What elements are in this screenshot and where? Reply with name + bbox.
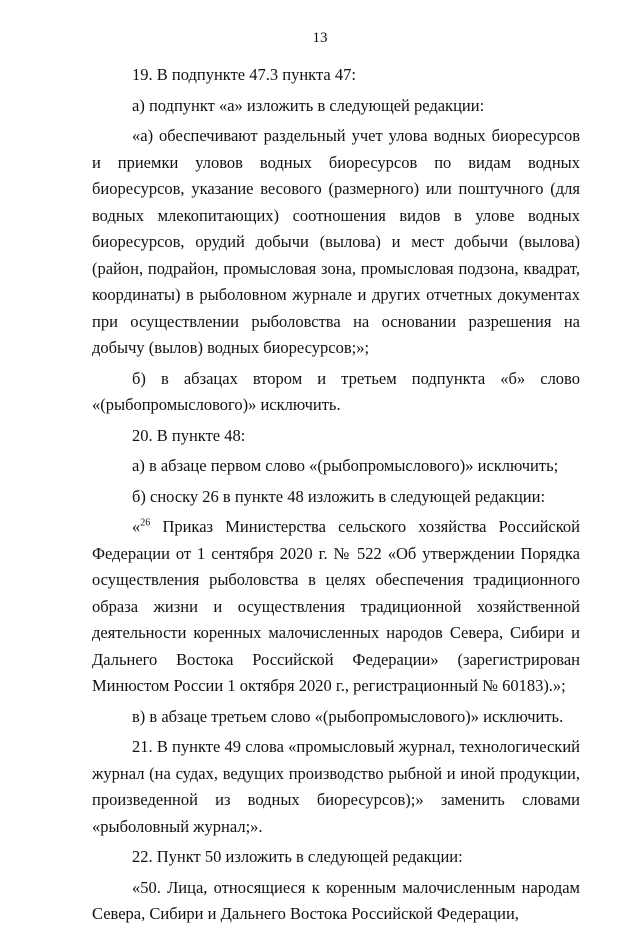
paragraph-item-19: 19. В подпункте 47.3 пункта 47: xyxy=(132,65,356,84)
document-body xyxy=(92,62,580,928)
footnote-text: Приказ Министерства сельского хозяйства Российской Федерации от 1 сентября 2020 г. № 522 «Об утверждении Порядка осуществления рыболовства в целях обеспечения традиционного образа жизни и осуществления традиционной хозяйственной деятельности коренных малочисленных народов Севера, Сибири и Дальнего Востока Российской Федерации» (зарегистрирован Минюстом России 1 октября 2020 г., регистрационный № 60183).»; xyxy=(92,517,580,695)
paragraph-item-21: 21. В пункте 49 слова «промысловый журнал, технологический журнал (на судах, ведущих производство рыбной и иной продукции, произведенной из водных биоресурсов);» заменить словами «рыболовный журнал;». xyxy=(92,737,580,836)
paragraph-item-20: 20. В пункте 48: xyxy=(132,425,246,445)
footnote-open-quote: « xyxy=(132,517,141,536)
paragraph-footnote-26 xyxy=(92,514,580,700)
paragraph-subitem-a: а) подпункт «а» изложить в следующей редакции: xyxy=(132,95,485,115)
paragraph-quote-a: «а) обеспечивают раздельный учет улова водных биоресурсов и приемки уловов водных биоресурсов по видам водных биоресурсов, указание весового (размерного) или поштучного (для водных млекопитающих) соотношения видов в улове водных биоресурсов, орудий добычи (вылова) и мест добычи (вылова) (район, подрайон, промысловая зона, промысловая подзона, квадрат, координаты) в рыболовном журнале и других отчетных документах при осуществлении рыболовства на основании разрешения на добычу (вылов) водных биоресурсов;»; xyxy=(92,126,580,357)
paragraph-20-a: а) в абзаце первом слово «(рыбопромыслового)» исключить; xyxy=(132,456,559,475)
paragraph-20-b: б) сноску 26 в пункте 48 изложить в следующей редакции: xyxy=(132,486,546,506)
footnote-marker: 26 xyxy=(140,517,151,529)
paragraph-item-22: 22. Пункт 50 изложить в следующей редакции: xyxy=(132,847,463,866)
page-number: 13 xyxy=(312,30,328,46)
paragraph-subitem-b: б) в абзацах втором и третьем подпункта «б» слово «(рыбопромыслового)» исключить. xyxy=(92,368,580,414)
paragraph-20-v: в) в абзаце третьем слово «(рыбопромыслового)» исключить. xyxy=(132,706,564,726)
paragraph-quote-50: «50. Лица, относящиеся к коренным малочисленным народам Севера, Сибири и Дальнего Востока Российской Федерации, xyxy=(92,877,580,923)
